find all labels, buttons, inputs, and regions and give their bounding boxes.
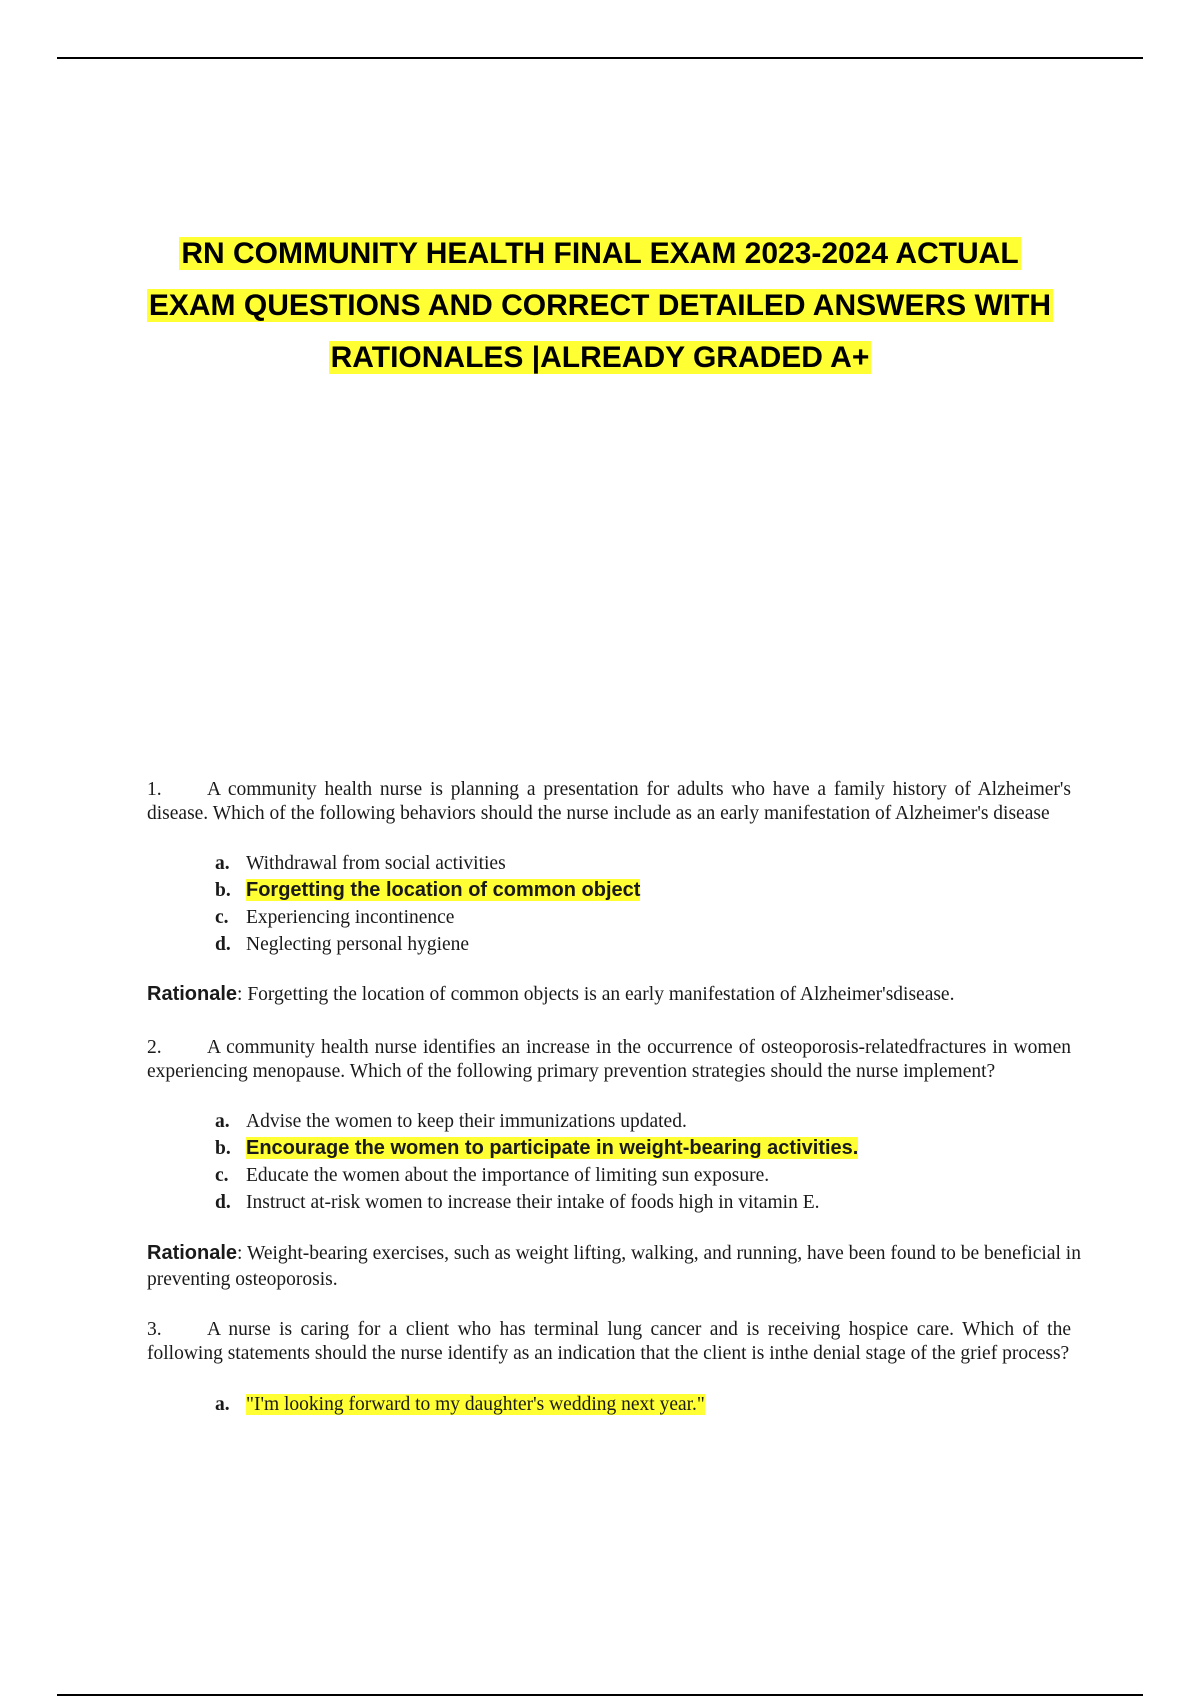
question-number: 2. (147, 1037, 162, 1058)
rationale-text: : Forgetting the location of common objects is an early manifestation of Alzheimer'sdisease. (237, 984, 955, 1005)
top-rule (57, 57, 1143, 59)
question-number: 3. (147, 1319, 162, 1340)
rationale-1 (147, 981, 1097, 1008)
rationale-label: Rationale (147, 1242, 238, 1264)
question-3 (147, 1318, 1071, 1366)
option-c: c. Experiencing incontinence (215, 907, 455, 928)
option-a-correct: a. "I'm looking forward to my daughter's wedding next year." (215, 1394, 705, 1415)
question-2 (147, 1036, 1071, 1084)
option-b-correct: b. Forgetting the location of common object (215, 879, 641, 901)
question-2-options (215, 1108, 1115, 1216)
title-line-2: EXAM QUESTIONS AND CORRECT DETAILED ANSWERS WITH (148, 289, 1052, 322)
option-b-correct: b. Encourage the women to participate in weight-bearing activities. (215, 1137, 859, 1159)
question-text: A community health nurse is planning a presentation for adults who have a family history of Alzheimer's disease. Which of the following behaviors should the nurse include as an early manifestation of Alzheimer's disease (147, 779, 1071, 824)
question-1 (147, 778, 1071, 826)
option-a: a. Advise the women to keep their immunizations updated. (215, 1111, 687, 1132)
question-3-options (215, 1391, 1115, 1418)
option-c: c. Educate the women about the importance of limiting sun exposure. (215, 1165, 770, 1186)
document-title (100, 228, 1100, 384)
rationale-label: Rationale (147, 983, 238, 1005)
question-number: 1. (147, 779, 162, 800)
option-a: a. Withdrawal from social activities (215, 853, 506, 874)
rationale-text: : Weight-bearing exercises, such as weight lifting, walking, and running, have been found to be beneficial in preventing osteoporosis. (147, 1243, 1081, 1290)
question-text: A nurse is caring for a client who has terminal lung cancer and is receiving hospice care. Which of the following statements should the nurse identify as an indication that the client is inthe denial stage of the grief process? (147, 1319, 1071, 1364)
rationale-2 (147, 1240, 1097, 1293)
bottom-rule (57, 1694, 1143, 1696)
option-d: d. Neglecting personal hygiene (215, 934, 470, 955)
title-line-3: RATIONALES |ALREADY GRADED A+ (330, 341, 870, 374)
question-text: A community health nurse identifies an increase in the occurrence of osteoporosis-relatedfractures in women experiencing menopause. Which of the following primary prevention strategies should the nurse implement? (147, 1037, 1071, 1082)
title-line-1: RN COMMUNITY HEALTH FINAL EXAM 2023-2024 ACTUAL (181, 237, 1019, 270)
option-d: d. Instruct at-risk women to increase their intake of foods high in vitamin E. (215, 1192, 820, 1213)
question-1-options (215, 850, 1115, 958)
